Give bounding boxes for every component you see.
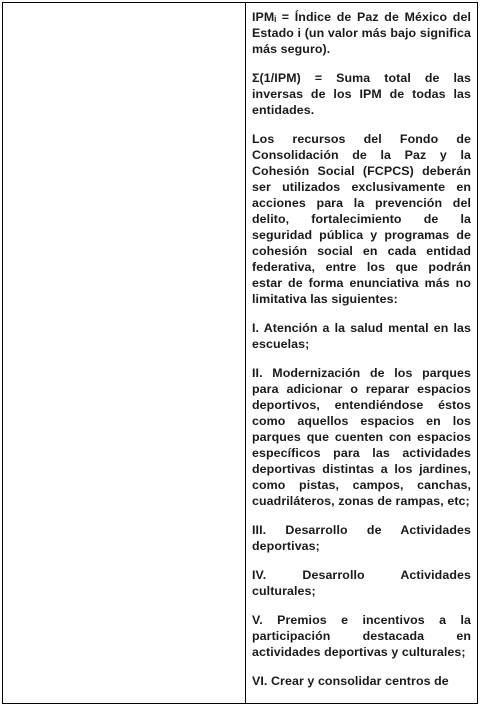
document-table [2, 2, 478, 704]
paragraph-fund-resources: Los recursos del Fondo de Consolidación de la Paz y la Cohesión Social (FCPCS) deberán ser utilizados exclusivamente en acciones para la prevención del delito, fortalecimiento de la seguridad pública y programas de cohesión social en cada entidad federativa, entre los que podrán estar de forma enunciativa más no limitativa las siguientes: [252, 132, 471, 306]
list-item-ii: II. Modernización de los parques para adicionar o reparar espacios deportivos, entendiéndose éstos como aquellos espacios en los parques que cuenten con espacios específicos para las actividades deportivas distintas a los jardines, como pistas, campos, canchas, cuadriláteros, zonas de rampas, etc; [252, 366, 471, 508]
list-item-v: V. Premios e incentivos a la participación destacada en actividades deportivas y culturales; [252, 613, 471, 659]
paragraph-ipm-definition: IPMᵢ = Índice de Paz de México del Estado i (un valor más bajo significa más seguro). [252, 10, 471, 56]
list-item-iv: IV. Desarrollo Actividades culturales; [252, 568, 471, 598]
list-item-iii: III. Desarrollo de Actividades deportivas; [252, 523, 471, 553]
list-item-i: I. Atención a la salud mental en las escuelas; [252, 321, 471, 351]
right-column-text [246, 3, 477, 703]
paragraph-sum-definition: Σ(1/IPM) = Suma total de las inversas de los IPM de todas las entidades. [252, 71, 471, 117]
left-column-empty [3, 3, 246, 703]
list-item-vi: VI. Crear y consolidar centros de [252, 674, 449, 688]
